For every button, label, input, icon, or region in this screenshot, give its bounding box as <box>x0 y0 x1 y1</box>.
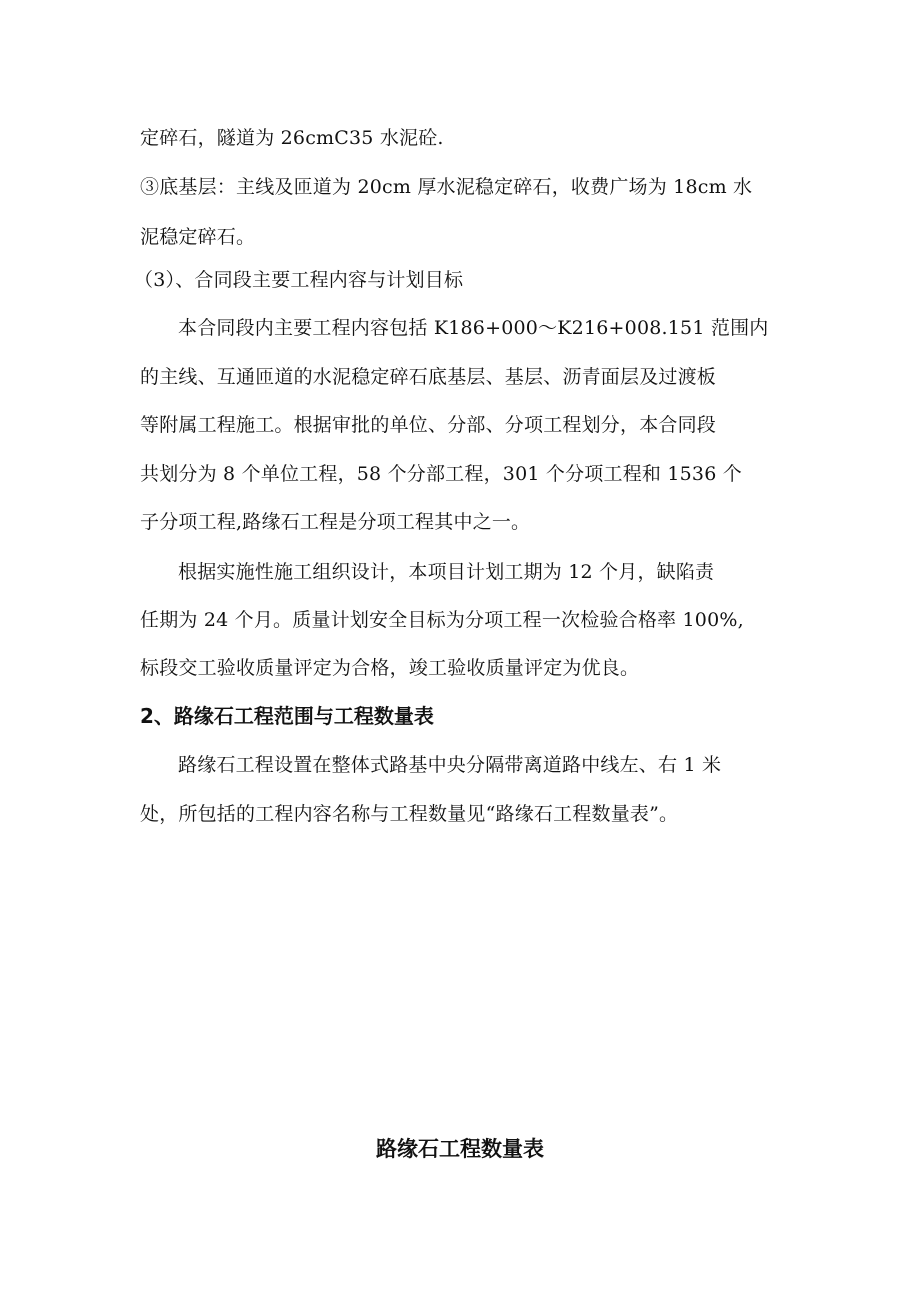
paragraph-line: 定碎石，隧道为 26cmC35 水泥砼. <box>140 127 444 149</box>
paragraph-line: 标段交工验收质量评定为合格，竣工验收质量评定为优良。 <box>140 657 640 679</box>
paragraph-line: 的主线、互通匝道的水泥稳定碎石底基层、基层、沥青面层及过渡板 <box>140 366 717 388</box>
paragraph-line: 子分项工程,路缘石工程是分项工程其中之一。 <box>140 511 531 533</box>
paragraph-line: 共划分为 8 个单位工程，58 个分部工程，301 个分项工程和 1536 个 <box>140 463 742 485</box>
paragraph-line: 处，所包括的工程内容名称与工程数量见“路缘石工程数量表”。 <box>140 803 679 825</box>
paragraph-line: 泥稳定碎石。 <box>140 226 256 248</box>
paragraph-line: ③底基层：主线及匝道为 20cm 厚水泥稳定碎石，收费广场为 18cm 水 <box>140 176 753 198</box>
section-heading: 2、路缘石工程范围与工程数量表 <box>140 704 434 728</box>
paragraph-line: 等附属工程施工。根据审批的单位、分部、分项工程划分，本合同段 <box>140 414 717 436</box>
paragraph-line: 路缘石工程设置在整体式路基中央分隔带离道路中线左、右 1 米 <box>178 754 722 776</box>
paragraph-line: 本合同段内主要工程内容包括 K186+000～K216+008.151 范围内 <box>178 317 769 339</box>
subsection-heading: （3）、合同段主要工程内容与计划目标 <box>134 269 464 291</box>
paragraph-line: 任期为 24 个月。质量计划安全目标为分项工程一次检验合格率 100%, <box>140 609 744 631</box>
table-title: 路缘石工程数量表 <box>376 1137 544 1161</box>
paragraph-line: 根据实施性施工组织设计，本项目计划工期为 12 个月，缺陷责 <box>178 561 715 583</box>
